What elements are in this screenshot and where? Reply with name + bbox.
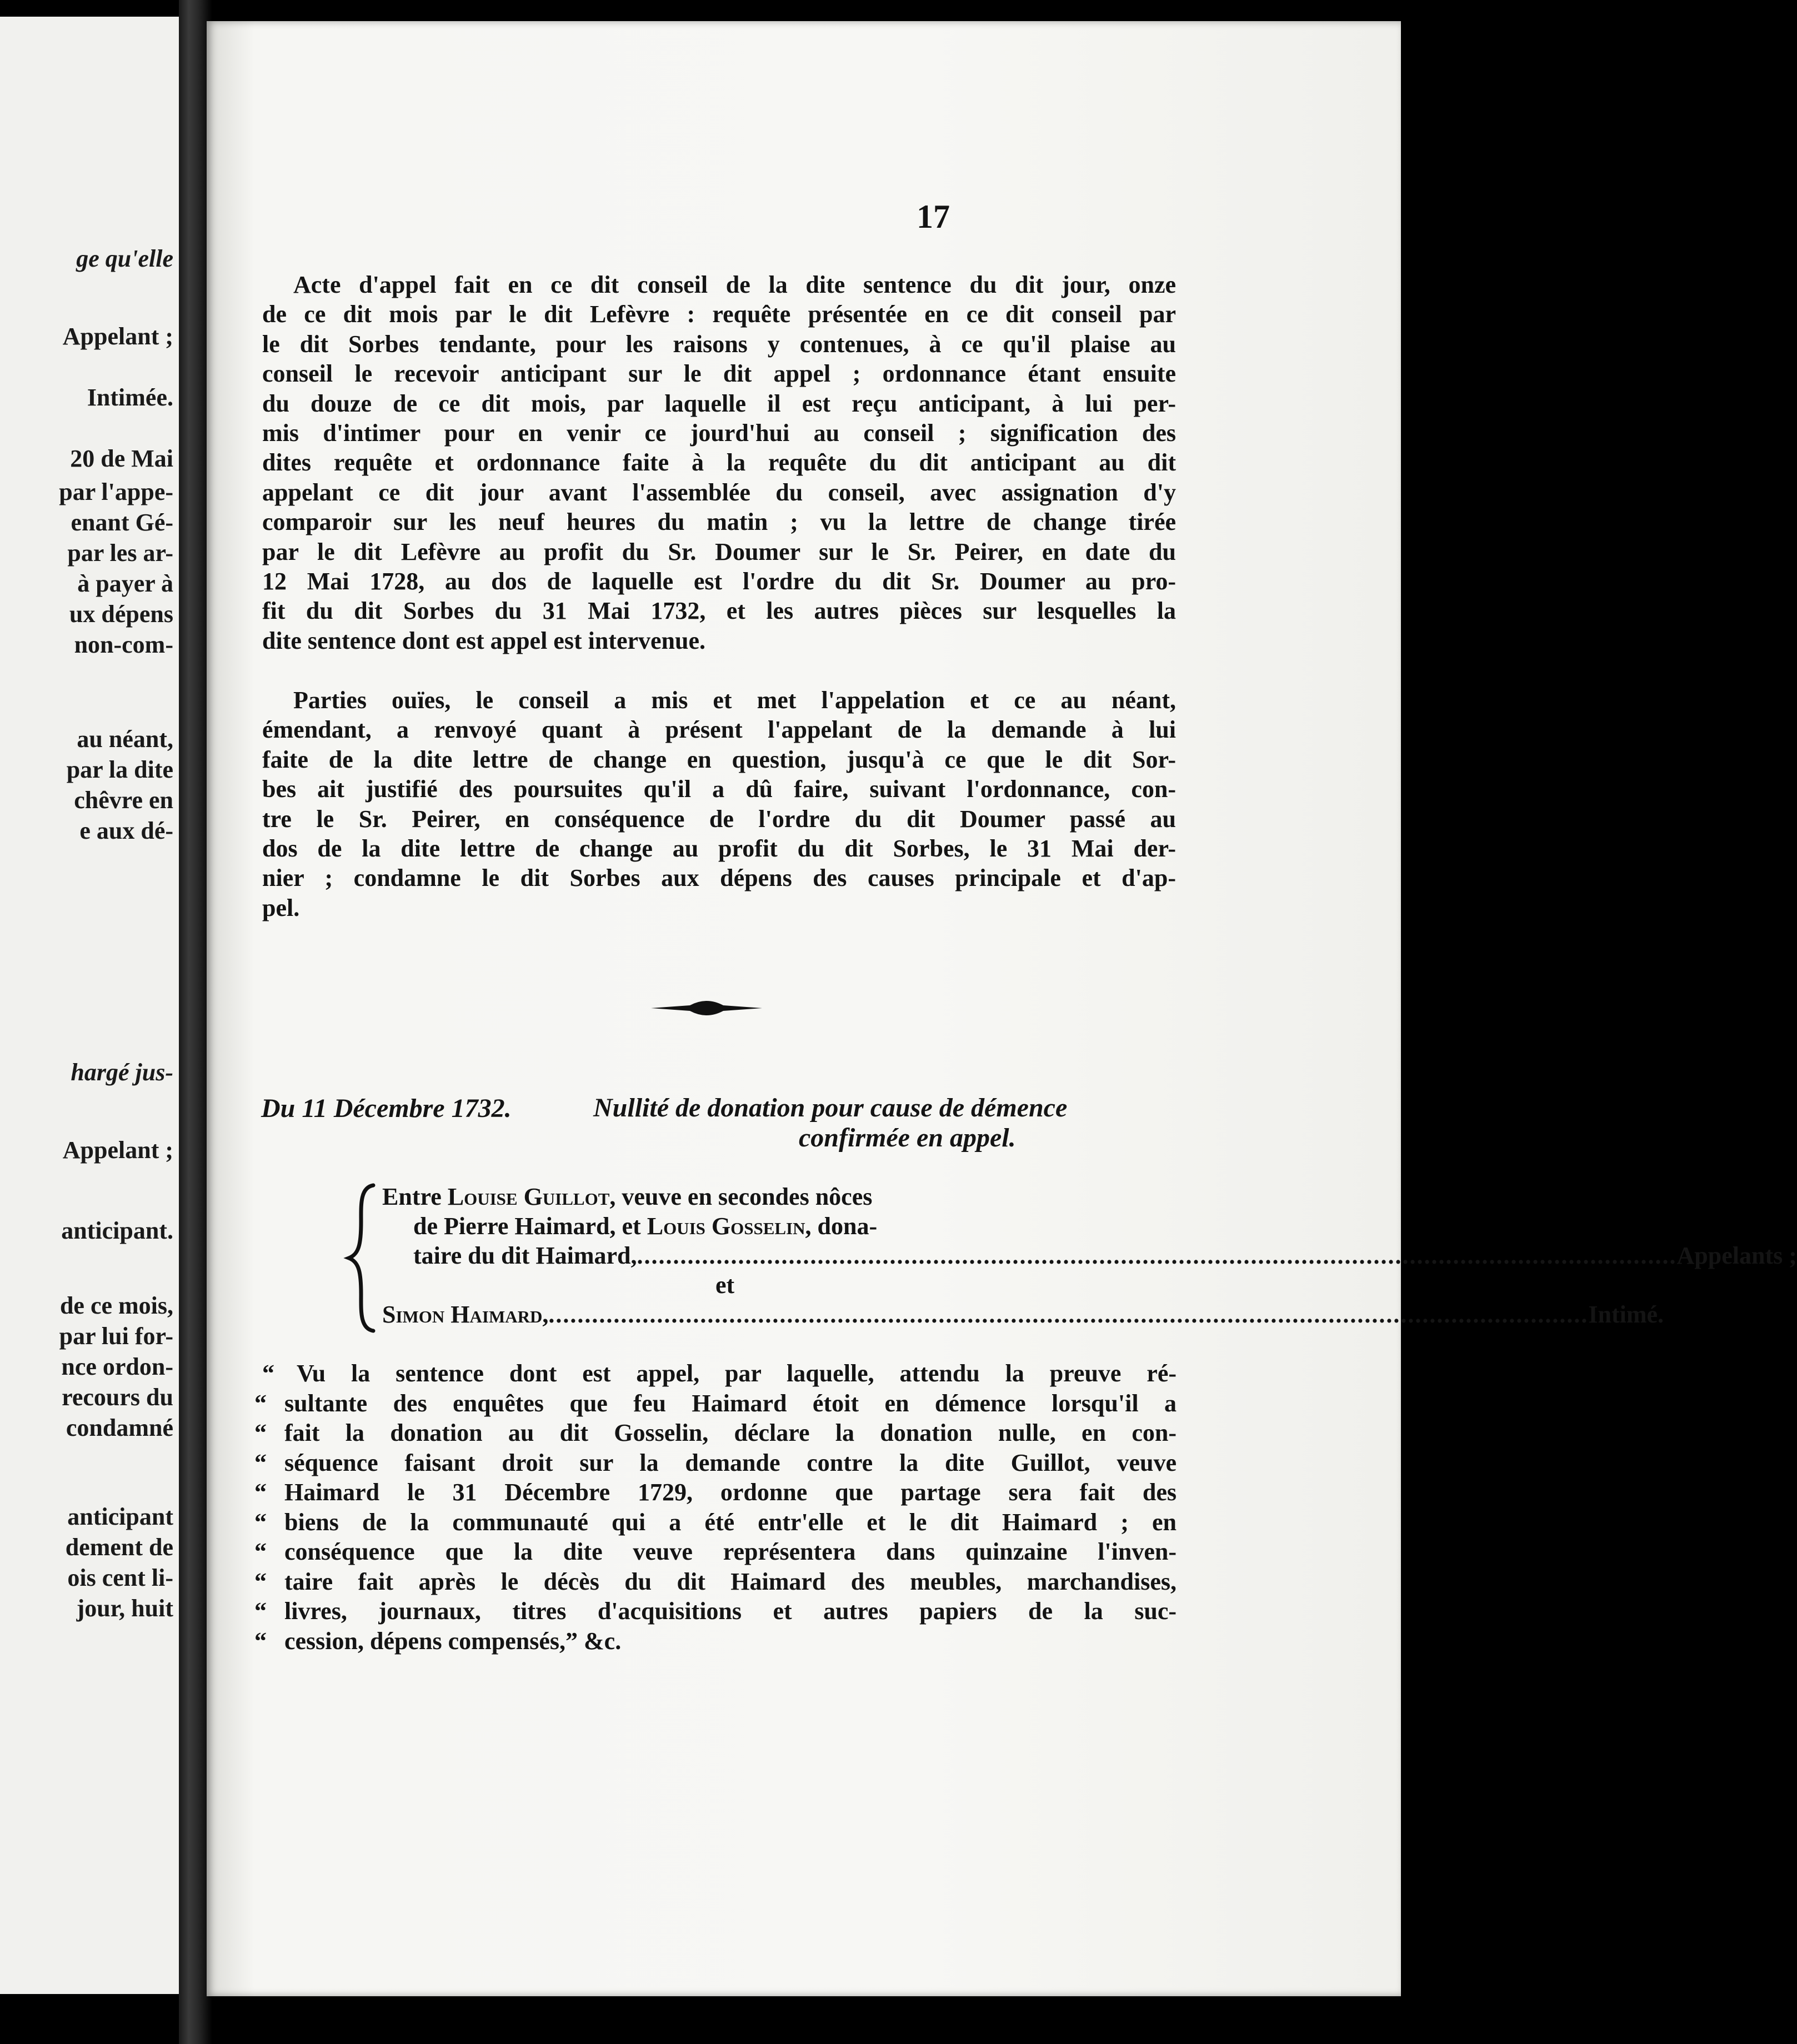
left-page-text-fragment: au néant,	[77, 725, 173, 753]
quote-mark: “	[254, 1479, 267, 1506]
paragraph-line: émendant, a renvoyé quant à présent l'appelant de la demande à lui	[262, 716, 1176, 744]
quote-text: conséquence que la dite veuve représentera dans quinzaine l'inven-	[284, 1538, 1177, 1565]
quote-mark: “	[254, 1419, 267, 1446]
left-page-text-fragment: par la dite	[66, 756, 173, 783]
left-page-text-fragment: ux dépens	[69, 600, 173, 628]
left-page-text-fragment: par les ar-	[67, 539, 173, 567]
page-number: 17	[917, 198, 950, 235]
quote-line	[254, 1477, 1177, 1507]
quote-line	[254, 1567, 1177, 1597]
paragraph-line: Parties ouïes, le conseil a mis et met l'appelation et ce au néant,	[293, 687, 1176, 714]
left-page-text-fragment: de ce mois,	[59, 1292, 173, 1319]
paragraph-line: faite de la dite lettre de change en question, jusqu'à ce que le dit Sor-	[262, 745, 1176, 773]
quote-mark: “	[254, 1449, 267, 1476]
party-line	[382, 1182, 1177, 1211]
paragraph-line: fit du dit Sorbes du 31 Mai 1732, et les autres pièces sur lesquelles la	[262, 597, 1176, 625]
quote-mark: “	[254, 1538, 267, 1565]
party-text: , veuve en secondes nôces	[609, 1183, 873, 1210]
quote-mark: “	[254, 1567, 267, 1595]
paragraph-line: Acte d'appel fait en ce dit conseil de la dite sentence du dit jour, onze	[293, 271, 1176, 298]
quote-text: livres, journaux, titres d'acquisitions et autres papiers de la suc-	[284, 1597, 1177, 1625]
quote-mark: “	[254, 1597, 267, 1625]
left-page-text-fragment: anticipant	[67, 1503, 173, 1530]
paragraph-parties-ouies	[262, 685, 1176, 923]
left-page-text-fragment: Appelant ;	[62, 323, 173, 350]
section-date: Du 11 Décembre 1732.	[261, 1094, 512, 1123]
paragraph-line: du douze de ce dit mois, par laquelle il est reçu anticipant, à lui per-	[262, 389, 1176, 417]
quote-line	[254, 1537, 1177, 1567]
party-text: de Pierre Haimard, et	[413, 1213, 647, 1240]
party-text: taire du dit Haimard,	[413, 1242, 637, 1269]
left-page-text-fragment: nce ordon-	[61, 1353, 173, 1380]
quote-mark: “	[262, 1360, 274, 1387]
party-line	[382, 1211, 1177, 1241]
paragraph-line: le dit Sorbes tendante, pour les raisons y contenues, à ce qu'il plaise au	[262, 330, 1176, 358]
party-text: ,	[542, 1301, 549, 1328]
party-name: Louise Guillot	[447, 1183, 610, 1210]
quote-line	[254, 1626, 1177, 1656]
left-page-text-fragment: à payer à	[77, 570, 173, 597]
left-page-text-fragment: enant Gé-	[71, 509, 173, 536]
paragraph-line: 12 Mai 1728, au dos de laquelle est l'ordre du dit Sr. Doumer au pro-	[262, 568, 1176, 595]
paragraph-line: conseil le recevoir anticipant sur le dit appel ; ordonnance étant ensuite	[262, 360, 1176, 388]
paragraph-line: nier ; condamne le dit Sorbes aux dépens des causes principale et d'ap-	[262, 864, 1176, 892]
paragraph-line: de ce dit mois par le dit Lefèvre : requête présentée en ce dit conseil par	[262, 300, 1176, 328]
quote-text: sultante des enquêtes que feu Haimard étoit en démence lorsqu'il a	[284, 1389, 1177, 1417]
quote-line	[254, 1389, 1177, 1419]
paragraph-line: comparoir sur les neuf heures du matin ; vu la lettre de change tirée	[262, 508, 1176, 536]
left-page-fragment	[0, 17, 183, 1994]
paragraph-line: bes ait justifié des poursuites qu'il a dû faire, suivant l'ordonnance, con-	[262, 775, 1176, 803]
party-role: Appelants ;	[1676, 1242, 1797, 1269]
paragraph-line: dite sentence dont est appel est intervenue.	[262, 627, 706, 654]
party-role: Intimé.	[1588, 1301, 1664, 1328]
section-title-line: confirmée en appel.	[799, 1123, 1016, 1153]
quote-text: Vu la sentence dont est appel, par laquelle, attendu la preuve ré-	[297, 1360, 1177, 1387]
left-page-text-fragment: par lui for-	[59, 1322, 173, 1350]
quote-text: cession, dépens compensés,” &c.	[284, 1627, 622, 1655]
ornament-divider	[651, 994, 762, 1022]
paragraph-acte-d-appel	[262, 270, 1176, 655]
paragraph-line: dites requête et ordonnance faite à la requête du dit anticipant au dit	[262, 449, 1176, 477]
left-page-text-fragment: recours du	[62, 1384, 173, 1411]
left-page-text-fragment: ois cent li-	[67, 1564, 173, 1591]
left-page-text-fragment: 20 de Mai	[70, 445, 173, 472]
left-page-text-fragment: Appelant ;	[62, 1136, 173, 1164]
left-page-text-fragment: condamné	[66, 1414, 173, 1441]
paragraph-line: tre le Sr. Peirer, en conséquence de l'ordre du dit Doumer passé au	[262, 805, 1176, 833]
paragraph-line: par le dit Lefèvre au profit du Sr. Doumer sur le Sr. Peirer, en date du	[262, 538, 1176, 565]
left-page-text-fragment: par l'appe-	[59, 478, 173, 505]
dot-leader	[548, 1301, 1588, 1328]
left-page-text-fragment: chêvre en	[74, 786, 173, 814]
left-page-text-fragment: non-com-	[74, 631, 173, 658]
entre-word: Entre	[382, 1183, 448, 1210]
party-name: Simon Haimard	[382, 1301, 543, 1328]
party-line	[382, 1300, 1664, 1329]
left-page-text-fragment: hargé jus-	[71, 1059, 173, 1086]
quote-text: biens de la communauté qui a été entr'elle et le dit Haimard ; en	[284, 1508, 1177, 1536]
quote-line	[254, 1507, 1177, 1537]
left-page-text-fragment: anticipant.	[61, 1217, 173, 1244]
quote-text: Haimard le 31 Décembre 1729, ordonne que partage sera fait des	[284, 1479, 1177, 1506]
quote-line	[254, 1359, 1177, 1389]
dot-leader	[637, 1242, 1677, 1269]
quote-line	[254, 1448, 1177, 1478]
section-title	[593, 1093, 1177, 1153]
paragraph-line: mis d'intimer pour en venir ce jourd'hui au conseil ; signification des	[262, 419, 1176, 447]
left-page-text-fragment: e aux dé-	[79, 817, 173, 844]
section-title-line: Nullité de donation pour cause de démence	[593, 1093, 1068, 1123]
quote-line	[254, 1418, 1177, 1448]
quote-mark: “	[254, 1389, 267, 1417]
left-page-text-fragment: Intimée.	[87, 384, 173, 411]
quoted-sentence	[254, 1359, 1177, 1656]
curly-brace-icon	[344, 1183, 378, 1333]
paragraph-line: pel.	[262, 894, 300, 921]
quote-mark: “	[254, 1508, 267, 1536]
party-text: , dona-	[805, 1213, 878, 1240]
quote-text: séquence faisant droit sur la demande contre la dite Guillot, veuve	[284, 1449, 1177, 1476]
quote-mark: “	[254, 1627, 267, 1655]
paragraph-line: appelant ce dit jour avant l'assemblée du conseil, avec assignation d'y	[262, 478, 1176, 506]
party-name: Louis Gosselin	[647, 1213, 805, 1240]
quote-line	[254, 1596, 1177, 1626]
parties-block	[382, 1182, 1797, 1329]
et-word: et	[715, 1271, 735, 1299]
left-page-text-fragment: jour, huit	[76, 1595, 173, 1622]
party-line	[382, 1241, 1797, 1270]
quote-text: fait la donation au dit Gosselin, déclare la donation nulle, en con-	[284, 1419, 1177, 1446]
quote-text: taire fait après le décès du dit Haimard des meubles, marchandises,	[284, 1567, 1177, 1595]
paragraph-line: dos de la dite lettre de change au profit du dit Sorbes, le 31 Mai der-	[262, 835, 1176, 863]
right-page	[207, 21, 1797, 1996]
left-page-text-fragment: ge qu'elle	[76, 245, 173, 272]
left-page-text-fragment: dement de	[65, 1534, 173, 1561]
